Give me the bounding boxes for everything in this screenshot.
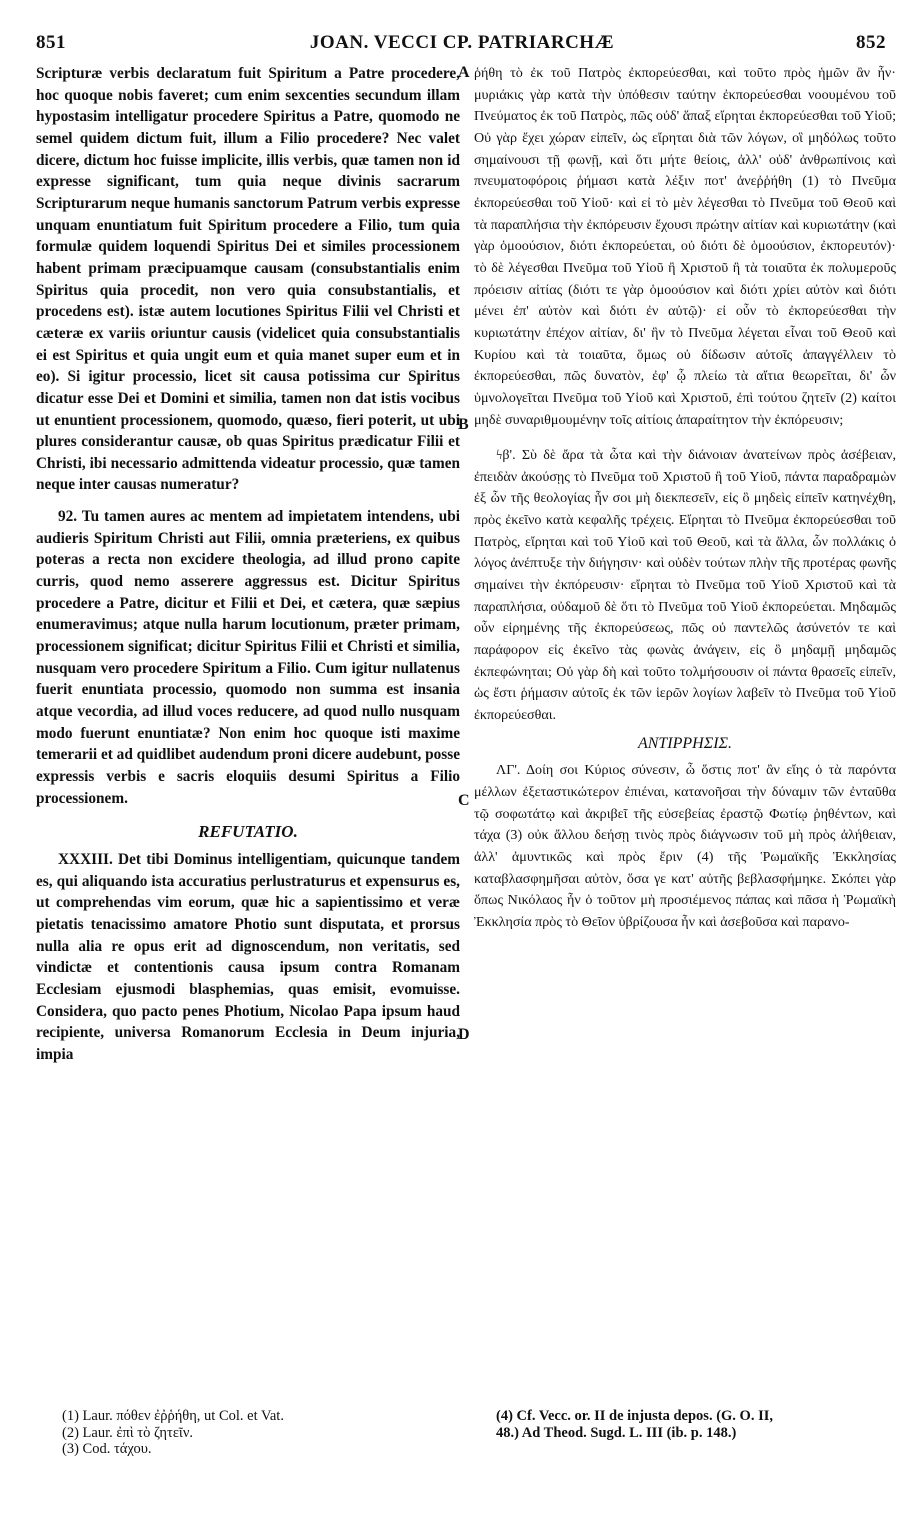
greek-paragraph-3: ΛΓ'. Δοίη σοι Κύριος σύνεσιν, ὦ ὅστις ποτ' ἂν εἴης ὁ τὰ παρόντα μέλλων ἐξεταστικώτερον ἐπιέναι, κατανοῆσαι τὴν δύναμιν τῶν ἐνταῦθα τῷ σοφωτάτῳ καὶ ἀκριβεῖ τῆς εὐσεβείας ἐραστῷ Φωτίῳ ῥηθέντων, καὶ τάχα (3) οὐκ ἄλλου δεήσῃ τινὸς πρὸς διάγνωσιν τοῦ μὴ πρὸς ἀλήθειαν, ἀλλ' ἀμυντικῶς καὶ πρὸς ἔριν (4) τῆς Ῥωμαϊκῆς Ἐκκλησίας καταβλασφημῆσαι αὐτὸν, ὅσα γε κατ' αὐτῆς βεβλασφήμηκε. Σκόπει γὰρ ὅπως Νικόλαος ἦν ὁ τοῦτον μὴ προσιέμενος πάπας καὶ πᾶσα ἡ Ῥωμαϊκὴ Ἐκκλησία πρὸς τὸ Θεῖον ὑβρίζουσα ἦν καὶ ἀσεβοῦσα καὶ παρανο- — [474, 762, 896, 930]
margin-mark-d: D — [458, 1026, 470, 1043]
footnotes-right — [496, 1408, 896, 1441]
running-title: JOAN. VECCI CP. PATRIARCHÆ — [309, 32, 615, 53]
greek-paragraph-2: ϟβ'. Σὺ δὲ ἄρα τὰ ὦτα καὶ τὴν διάνοιαν ἀνατείνων πρὸς ἀσέβειαν, ἐπειδὰν ἀκούσῃς τὸ Πνεῦμα τοῦ Χριστοῦ ἢ τοῦ Υἱοῦ, πάντα παραδραμὼν ἐξ ὧν τῆς θεολογίας ἦν σοι μὴ διεκπεσεῖν, εἰς ὃ μηδεὶς εἰπεῖν κατηνέχθη, πρὸς ἐκεῖνο κατὰ κεφαλῆς τρέχεις. Εἴρηται τὸ Πνεῦμα ἐκπορεύεσθαι τοῦ Πατρὸς, εἴρηται καὶ τοῦ Υἱοῦ καὶ τοῦ Θεοῦ, καὶ τὰ ἄλλα, ὧν πολλάκις ὁ λόγος ἀνέπτυξε τὴν διήγησιν· καὶ οὐδὲν τούτων πλὴν τῆς προτέρας φωνῆς σημαίνει τὴν ἐκπόρευσιν· εἴρηται τὸ Πνεῦμα τοῦ Υἱοῦ Χριστοῦ καὶ τὰ παραπλήσια, οὐδαμοῦ δὲ ὅτι τὸ Πνεῦμα τοῦ Υἱοῦ ἐκπορεύεται. Μηδαμῶς οὖν εἰρημένης τῆς ἐκπορεύσεως, πῶς οὐ παντελῶς ἀσύνετόν τε καὶ παράφορον εἰς ἐκεῖνο τὰς φωνὰς ἀνάγειν, εἰς ὃ μηδαμῇ μηδαμῶς ἐκπεφώνηται; Οὐ γὰρ δὴ καὶ τοῦτο τολμήσουσιν οἱ πάντα θρασεῖς εἰπεῖν, ὡς ἔστι ῥήμασιν αὐτοῖς ἐκ τῶν ἱερῶν λογίων λαβεῖν τὸ Πνεῦμα τοῦ Υἱοῦ ἐκπορεύεσθαι. — [474, 447, 896, 724]
footnote-4-cont: 48.) Ad Theod. Sugd. L. III (ib. p. 148.) — [496, 1424, 737, 1441]
greek-paragraph-1: ῥήθη τὸ ἐκ τοῦ Πατρὸς ἐκπορεύεσθαι, καὶ τοῦτο πρὸς ἡμῶν ἂν ἦν· μυριάκις γὰρ κατὰ τὴν ὑπόθεσιν ταύτην ἐκπορεύεσθαι νοουμένου τοῦ Πνεύματος ἐκ τοῦ Πατρὸς, πῶς οὐδ' ἅπαξ εἴρηται ἐκπορεύεσθαι τοῦ Υἱοῦ; Οὐ γὰρ ἔχει χώραν εἰπεῖν, ὡς εἴρηται διὰ τῶν λόγων, οἳ μηδόλως τοῦτο σημαίνουσι τῇ φωνῇ, καὶ ὅτι μήτε θείοις, ἀλλ' οὐδ' ἀνθρωπίνοις καὶ πνευματοφόροις ῥήμασι κατὰ λέξιν ποτ' ἀνεῤῥήθη (1) τὸ Πνεῦμα ἐκπορεύεσθαι τοῦ Υἱοῦ· καὶ εἰ τὸ μὲν λέγεσθαι τὸ Πνεῦμα τοῦ Θεοῦ καὶ τὰ παραπλήσια τὴν ἐκπόρευσιν ἔχουσι πρώτην αἰτίαν καὶ κυριωτάτην (καὶ γὰρ ὁμοούσιον, διότι ἐκπορεύεται, οὐ διότι δὲ ὁμοούσιον, ἐκπορευτόν)· τὸ δὲ λέγεσθαι Πνεῦμα τοῦ Υἱοῦ ἢ Χριστοῦ ἢ τὰ τοιαῦτα ἐκ πολυμεροῦς πρόεισιν αἰτίας (διότι τε γὰρ ὁμοούσιον καὶ διότι χρίει αὐτὸν καὶ διότι μένει ἐπ' αὐτὸν καὶ διότι ἐν αὐτῷ)· εἰ οὖν τὸ ἐκπορεύεσθαι τὴν κυριωτάτην ἐπέχον αἰτίαν, δι' ἣν τὸ Πνεῦμα λέγεται εἶναι τοῦ Θεοῦ καὶ Κυρίου καὶ τὰ τοιαῦτα, ὅμως οὐ δίδωσιν αὐτοῖς ἀπαγγέλλειν τὸ ἐκπορεύεσθαι, πῶς δυνατὸν, ἐφ' ᾧ πλείω τὰ αἴτια θεωρεῖται, δι' ὧν ὑμνολογεῖται Πνεῦμα τοῦ Υἱοῦ καὶ Χριστοῦ, ἐπὶ τούτου ζητεῖν (2) καίτοι μηδὲ συναριθμουμένην τοῖς αἰτίοις ἀπαραίτητον τὴν ἐκπόρευσιν; — [474, 65, 896, 428]
page-number-right: 852 — [856, 32, 886, 53]
latin-paragraph-3: XXXIII. Det tibi Dominus intelligentiam, quicunque tandem es, qui aliquando ista accuratius perlustraturus et expensurus es, ut comprehendas vim eorum, quæ hic a sapientissimo et veræ pietatis tenacissimo amatore Photio sunt disputata, et prorsus nulla alia re opus erit ad dignoscendum, non veritatis, sed vindictæ et contentionis causa ipsum contra Romanam Ecclesiam ejusmodi blasphemias, quas emisit, evomuisse. Considera, quo pacto penes Photium, Nicolao Papa ipsum haud recipiente, universa Romanorum Ecclesia in Deum injuria, impia — [36, 850, 460, 1063]
greek-heading: ΑΝΤΙΡΡΗΣΙΣ. — [637, 734, 733, 752]
footnote-4: (4) Cf. Vecc. or. II de injusta depos. (G. O. II, — [496, 1408, 773, 1424]
latin-paragraph-1: Scripturæ verbis declaratum fuit Spiritum a Patre procedere, hoc quoque nobis faveret; cum enim sexcenties secundum illam hypostasim intelligatur procedere Spiritus a Patre, quomodo ne semel quidem dictum fuit, illum a Filio procedere? Nec valet dicere, dictum hoc fuisse implicite, illis verbis, quæ tamen non id expresse significant, tum quia neque divinis sacrarum Scripturarum neque humanis sanctorum Patrum verbis expresse unquam enuntiatum fuit Spiritum procedere a Filio, tum quia formulæ quidem loquendi Spiritus Dei et similes processionem habent primam præcipuamque causam (consubstantialis enim Spiritus quia procedit, non vero quia consubstantialis, et procedens est). istæ autem locutiones Spiritus Filii vel Christi et cæteræ ex variis oriuntur causis (videlicet quia consubstantialis ei est Spiritus et quia ungit eum et quia manet super eum et in eo). Si igitur processio, licet sit causa potissima cur Spiritus dicatur esse Dei et Domini et similia, tamen non dat istis vocibus ut enuntient processionem, quomodo, quæso, fieri poterit, ut ubi plures considerantur causæ, ob quas Spiritus prædicatur Filii et Christi, ibi necessario admittenda videatur processio, quæ tamen neque inter causas numeratur? — [36, 65, 460, 494]
footnote-1: (1) Laur. πόθεν ἐῤῥήθη, ut Col. et Vat. — [62, 1408, 284, 1424]
margin-mark-b: B — [458, 416, 469, 433]
latin-heading: REFUTATIO. — [198, 822, 298, 842]
footnote-3: (3) Cod. τάχου. — [62, 1441, 152, 1457]
footnote-2: (2) Laur. ἐπὶ τὸ ζητεῖν. — [62, 1424, 194, 1441]
footnotes-left — [62, 1408, 442, 1458]
page-number-left: 851 — [36, 32, 66, 53]
latin-paragraph-2: 92. Tu tamen aures ac mentem ad impietatem intendens, ubi audieris Spiritum Christi aut Filii, omnia præteriens, ex quibus poteras a recta non excidere theologia, ad illud prono capite curris, quod nemo asserere aggressus est. Dicitur Spiritus procedere a Patre, dicitur et Filii et Dei, et cætera, quæ sæpius enumeravimus; atque nulla harum locutionum, præter primam, processionem significat; dicitur Spiritus Filii et Christi et similia, nusquam vero procedere Spiritum a Filio. Cum igitur nullatenus fuerit enuntiata processio, quomodo non summa est insania atque vecordia, ad illud voces reducere, ad quod nullo nusquam modo fuerunt enuntiatæ? Non enim hoc quoque isti maxime temerarii et ad quidlibet audendum proni dicere audebunt, posse expressis verbis e sacris eloquiis desumi Spiritus a Filio processionem. — [36, 508, 460, 807]
latin-column — [36, 63, 460, 1066]
margin-mark-a: A — [458, 64, 470, 81]
margin-mark-c: C — [458, 792, 470, 809]
greek-column — [474, 63, 896, 934]
